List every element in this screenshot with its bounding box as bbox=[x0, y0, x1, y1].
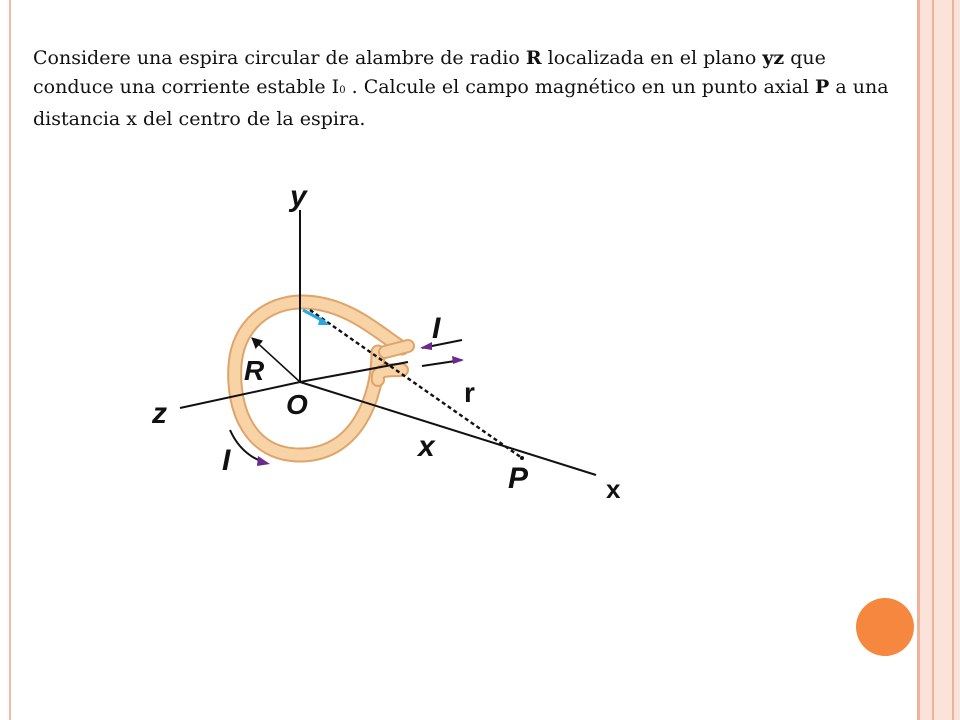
right-decorative-line bbox=[917, 0, 920, 720]
problem-text-segment: Considere una espira circular de alambre de radio bbox=[33, 47, 526, 69]
problem-statement bbox=[33, 44, 903, 134]
radius-label: R bbox=[244, 355, 265, 386]
y-axis-label: y bbox=[290, 180, 307, 213]
problem-text-segment: R bbox=[525, 47, 542, 69]
x-axis-line bbox=[300, 382, 596, 475]
x-axis-label: x bbox=[606, 474, 621, 504]
distance-x-label: x bbox=[418, 430, 435, 463]
problem-text-segment: localizada en el plano bbox=[541, 47, 763, 69]
left-decorative-rule bbox=[9, 0, 11, 720]
origin-label: O bbox=[286, 389, 308, 420]
decorative-orange-circle bbox=[856, 598, 914, 656]
right-decorative-line bbox=[952, 0, 954, 720]
problem-text-segment: que conduce una corriente estable I bbox=[33, 47, 826, 98]
current-loop-diagram bbox=[140, 170, 640, 515]
problem-text-segment: P bbox=[815, 76, 830, 98]
current-label-bottom: I bbox=[222, 444, 231, 477]
z-axis-label: z bbox=[152, 397, 167, 430]
distance-r-label: r bbox=[464, 377, 475, 408]
right-decorative-line bbox=[932, 0, 934, 720]
lead-current-arrows bbox=[420, 340, 464, 366]
point-p-label: P bbox=[508, 462, 529, 495]
problem-text-segment: 0 bbox=[339, 85, 346, 96]
current-label-top: I bbox=[432, 312, 441, 345]
point-p-marker bbox=[520, 456, 524, 460]
problem-text-segment: a una distancia x del centro de la espira. bbox=[33, 76, 889, 130]
problem-text-segment: yz bbox=[762, 47, 785, 69]
problem-text-segment: . Calcule el campo magnético en un punto axial bbox=[345, 76, 816, 98]
